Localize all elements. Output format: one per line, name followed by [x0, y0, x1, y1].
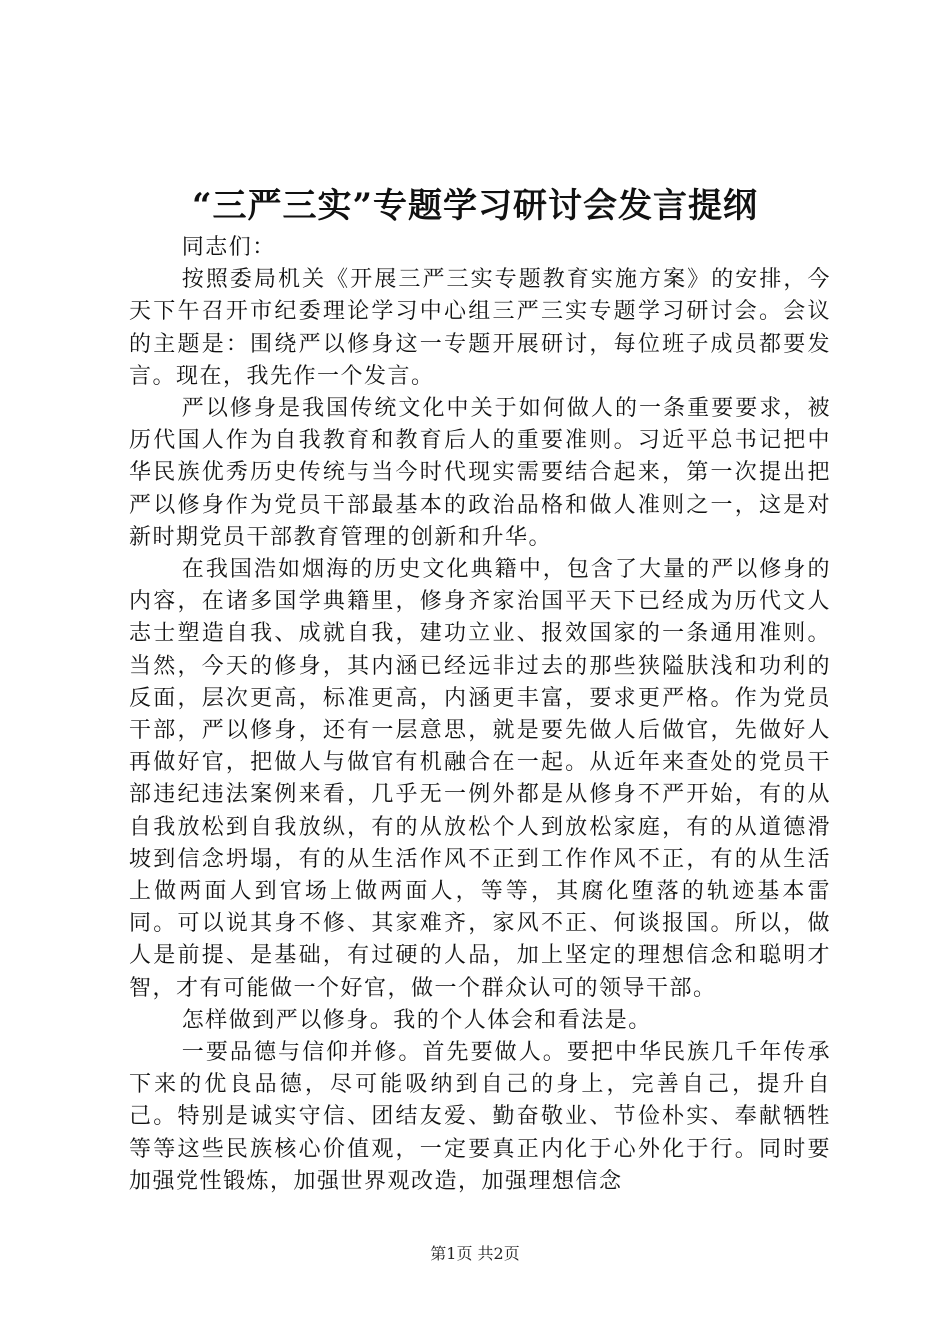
- document-body: [129, 232, 831, 1198]
- document-title: “三严三实”专题学习研讨会发言提纲: [191, 186, 759, 226]
- page-number-footer: 第1页 共2页: [430, 1244, 520, 1263]
- paragraph-3: 在我国浩如烟海的历史文化典籍中，包含了大量的严以修身的内容，在诸多国学典籍里，修身齐家治国平天下已经成为历代文人志士塑造自我、成就自我，建功立业、报效国家的一条通用准则。当然，今天的修身，其内涵已经远非过去的那些狭隘肤浅和功利的反面，层次更高，标准更高，内涵更丰富，要求更严格。作为党员干部，严以修身，还有一层意思，就是要先做人后做官，先做好人再做好官，把做人与做官有机融合在一起。从近年来查处的党员干部违纪违法案例来看，几乎无一例外都是从修身不严开始，有的从自我放松到自我放纵，有的从放松个人到放松家庭，有的从道德滑坡到信念坍塌，有的从生活作风不正到工作作风不正，有的从生活上做两面人到官场上做两面人，等等，其腐化堕落的轨迹基本雷同。可以说其身不修、其家难齐，家风不正、何谈报国。所以，做人是前提、是基础，有过硬的人品，加上坚定的理想信念和聪明才智，才有可能做一个好官，做一个群众认可的领导干部。: [129, 557, 831, 1001]
- paragraph-2: 严以修身是我国传统文化中关于如何做人的一条重要要求，被历代国人作为自我教育和教育后人的重要准则。习近平总书记把中华民族优秀历史传统与当今时代现实需要结合起来，第一次提出把严以修身作为党员干部最基本的政治品格和做人准则之一，这是对新时期党员干部教育管理的创新和升华。: [129, 396, 831, 550]
- paragraph-salutation: 同志们：: [181, 235, 276, 260]
- paragraph-5: 一要品德与信仰并修。首先要做人。要把中华民族几千年传承下来的优良品德，尽可能吸纳到自己的身上，完善自己，提升自己。特别是诚实守信、团结友爱、勤奋敬业、节俭朴实、奉献牺牲等等这些民族核心价值观，一定要真正内化于心外化于行。同时要加强党性锻炼，加强世界观改造，加强理想信念: [129, 1040, 831, 1194]
- paragraph-4: 怎样做到严以修身。我的个人体会和看法是。: [181, 1007, 652, 1033]
- paragraph-1: 按照委局机关《开展三严三实专题教育实施方案》的安排，今天下午召开市纪委理论学习中心组三严三实专题学习研讨会。会议的主题是：围绕严以修身这一专题开展研讨，每位班子成员都要发言。现在，我先作一个发言。: [129, 267, 831, 389]
